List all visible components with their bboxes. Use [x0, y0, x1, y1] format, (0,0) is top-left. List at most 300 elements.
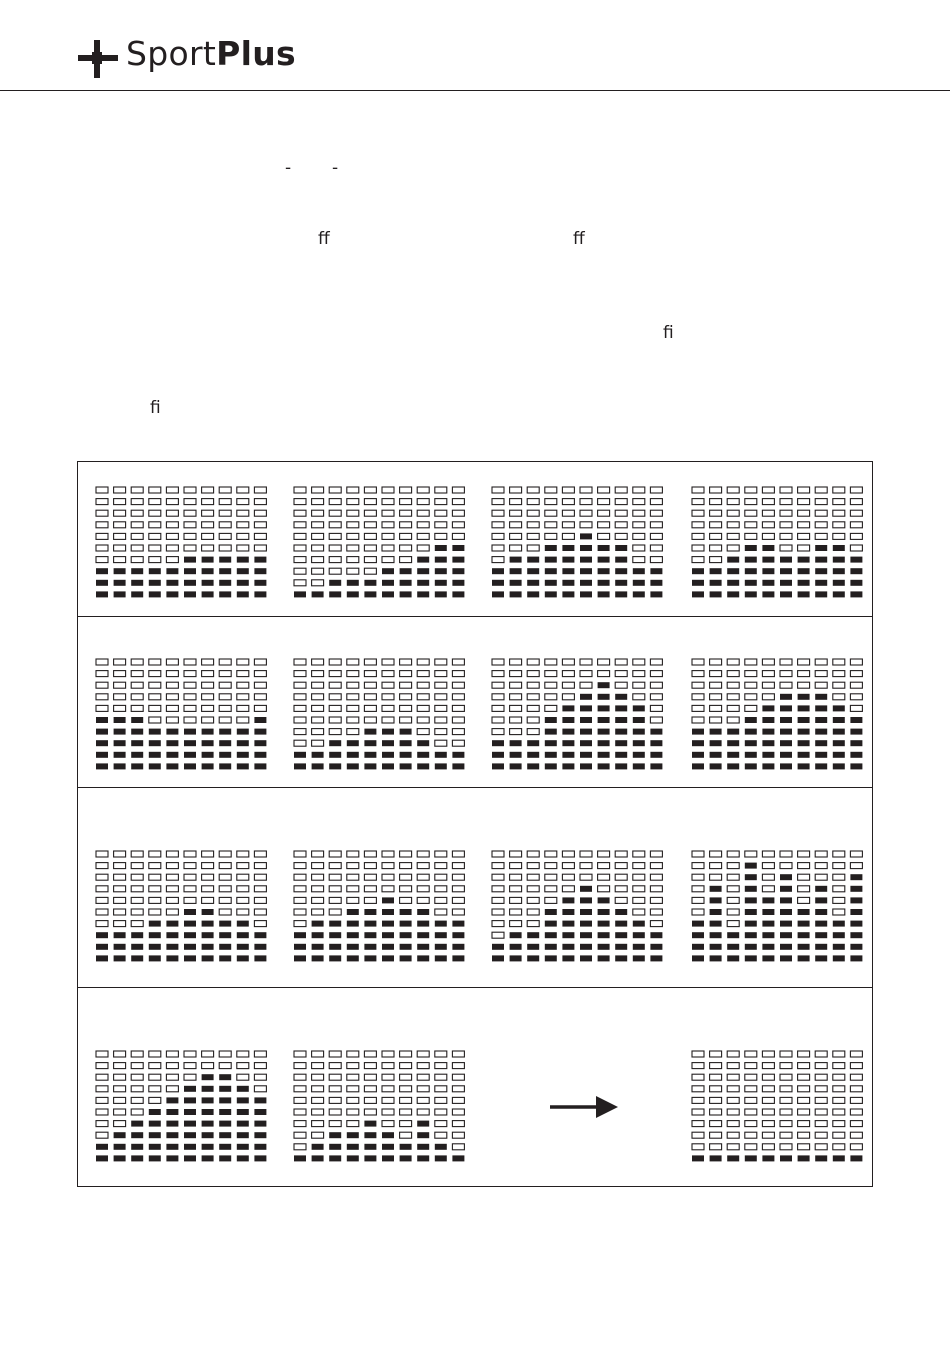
segment-empty [114, 1109, 126, 1115]
segment-empty [615, 885, 627, 891]
segment-filled [692, 579, 704, 585]
segment-filled [545, 763, 557, 769]
segment-filled [382, 932, 394, 938]
segment-filled [96, 740, 108, 746]
segment-filled [633, 568, 645, 574]
segment-filled [254, 1097, 266, 1103]
segment-filled [615, 955, 627, 961]
segment-empty [166, 862, 178, 868]
segment-empty [492, 533, 504, 539]
segment-filled [727, 943, 739, 949]
segment-empty [166, 545, 178, 551]
segment-filled [131, 579, 143, 585]
segment-empty [400, 717, 412, 723]
segment-empty [254, 521, 266, 527]
segment-filled [510, 740, 522, 746]
segment-empty [798, 682, 810, 688]
segment-empty [417, 693, 429, 699]
segment-empty [727, 874, 739, 880]
segment-empty [780, 1120, 792, 1126]
segment-filled [435, 1143, 447, 1149]
segment-empty [96, 545, 108, 551]
segment-filled [815, 728, 827, 734]
segment-empty [382, 1062, 394, 1068]
segment-empty [692, 1062, 704, 1068]
segment-empty [219, 498, 231, 504]
segment-filled [219, 932, 231, 938]
segment-filled [510, 763, 522, 769]
segment-empty [329, 728, 341, 734]
segment-empty [400, 1062, 412, 1068]
segment-filled [452, 920, 464, 926]
segment-empty [347, 728, 359, 734]
segment-filled [580, 920, 592, 926]
segment-empty [633, 909, 645, 915]
segment-filled [580, 693, 592, 699]
segment-filled [562, 932, 574, 938]
segment-empty [692, 556, 704, 562]
segment-empty [452, 717, 464, 723]
segment-empty [633, 670, 645, 676]
segment-empty [417, 510, 429, 516]
segment-empty [184, 533, 196, 539]
segment-filled [850, 591, 862, 597]
segment-empty [294, 874, 306, 880]
segment-empty [400, 533, 412, 539]
segment-empty [452, 693, 464, 699]
segment-empty [364, 705, 376, 711]
segment-filled [745, 568, 757, 574]
segment-empty [633, 851, 645, 857]
segment-filled [219, 943, 231, 949]
profile-graph [293, 850, 466, 963]
segment-empty [382, 717, 394, 723]
segment-empty [417, 670, 429, 676]
segment-empty [96, 851, 108, 857]
segment-empty [219, 885, 231, 891]
segment-filled [598, 943, 610, 949]
segment-empty [294, 659, 306, 665]
segment-empty [762, 1143, 774, 1149]
segment-empty [96, 1062, 108, 1068]
segment-filled [202, 751, 214, 757]
segment-empty [745, 510, 757, 516]
segment-filled [633, 740, 645, 746]
segment-filled [562, 556, 574, 562]
segment-empty [237, 545, 249, 551]
segment-filled [650, 751, 662, 757]
segment-empty [237, 1062, 249, 1068]
segment-filled [329, 591, 341, 597]
segment-empty [850, 670, 862, 676]
segment-empty [400, 556, 412, 562]
segment-empty [254, 897, 266, 903]
segment-empty [510, 728, 522, 734]
segment-empty [149, 1097, 161, 1103]
segment-empty [254, 670, 266, 676]
segment-filled [219, 556, 231, 562]
segment-empty [329, 670, 341, 676]
segment-empty [237, 874, 249, 880]
segment-empty [184, 717, 196, 723]
segment-empty [435, 1062, 447, 1068]
segment-filled [417, 1120, 429, 1126]
segment-empty [131, 885, 143, 891]
segment-filled [166, 1109, 178, 1115]
segment-empty [492, 510, 504, 516]
segment-filled [364, 591, 376, 597]
segment-empty [329, 1120, 341, 1126]
segment-empty [815, 487, 827, 493]
text-fragment: - [332, 158, 339, 178]
segment-filled [510, 955, 522, 961]
segment-filled [562, 955, 574, 961]
segment-filled [329, 751, 341, 757]
segment-filled [219, 1097, 231, 1103]
segment-empty [710, 1097, 722, 1103]
segment-empty [312, 521, 324, 527]
segment-empty [510, 533, 522, 539]
segment-empty [580, 487, 592, 493]
segment-filled [184, 763, 196, 769]
segment-filled [815, 545, 827, 551]
segment-filled [184, 579, 196, 585]
segment-filled [237, 1097, 249, 1103]
segment-filled [294, 751, 306, 757]
segment-filled [184, 955, 196, 961]
segment-empty [364, 498, 376, 504]
segment-empty [780, 545, 792, 551]
segment-empty [492, 693, 504, 699]
segment-filled [745, 885, 757, 891]
segment-empty [114, 693, 126, 699]
segment-empty [727, 1085, 739, 1091]
segment-empty [417, 1062, 429, 1068]
segment-filled [96, 943, 108, 949]
segment-empty [347, 510, 359, 516]
segment-empty [254, 851, 266, 857]
segment-empty [237, 693, 249, 699]
segment-empty [692, 1085, 704, 1091]
segment-empty [435, 659, 447, 665]
segment-filled [650, 740, 662, 746]
segment-filled [347, 763, 359, 769]
segment-empty [237, 659, 249, 665]
segment-filled [329, 955, 341, 961]
segment-empty [710, 717, 722, 723]
segment-filled [710, 579, 722, 585]
segment-filled [294, 943, 306, 949]
segment-empty [294, 909, 306, 915]
segment-filled [545, 751, 557, 757]
segment-empty [780, 670, 792, 676]
segment-filled [580, 763, 592, 769]
segment-filled [562, 751, 574, 757]
segment-filled [184, 943, 196, 949]
segment-filled [96, 717, 108, 723]
segment-empty [254, 510, 266, 516]
segment-filled [633, 751, 645, 757]
segment-empty [710, 1062, 722, 1068]
segment-empty [545, 521, 557, 527]
segment-empty [329, 1109, 341, 1115]
segment-filled [710, 1155, 722, 1161]
segment-filled [219, 568, 231, 574]
segment-empty [347, 659, 359, 665]
segment-filled [762, 751, 774, 757]
segment-empty [850, 1062, 862, 1068]
segment-filled [382, 1132, 394, 1138]
segment-filled [850, 874, 862, 880]
segment-empty [114, 556, 126, 562]
segment-empty [417, 1074, 429, 1080]
segment-empty [527, 659, 539, 665]
segment-filled [633, 591, 645, 597]
segment-empty [492, 862, 504, 868]
segment-filled [184, 1097, 196, 1103]
segment-empty [833, 1062, 845, 1068]
segment-filled [580, 740, 592, 746]
segment-filled [312, 1155, 324, 1161]
segment-empty [312, 568, 324, 574]
segment-filled [562, 579, 574, 585]
segment-filled [202, 740, 214, 746]
segment-filled [580, 717, 592, 723]
segment-empty [114, 670, 126, 676]
segment-empty [149, 521, 161, 527]
segment-empty [633, 556, 645, 562]
segment-empty [815, 851, 827, 857]
segment-empty [202, 670, 214, 676]
segment-empty [745, 1074, 757, 1080]
segment-empty [131, 1109, 143, 1115]
segment-empty [650, 705, 662, 711]
segment-empty [598, 498, 610, 504]
segment-empty [166, 1062, 178, 1068]
segment-empty [237, 897, 249, 903]
segment-filled [798, 705, 810, 711]
segment-empty [798, 885, 810, 891]
segment-empty [96, 659, 108, 665]
segment-filled [400, 751, 412, 757]
segment-empty [452, 510, 464, 516]
segment-filled [382, 740, 394, 746]
profile-graph [691, 486, 864, 599]
segment-empty [329, 1097, 341, 1103]
segment-filled [815, 579, 827, 585]
segment-empty [527, 728, 539, 734]
segment-empty [149, 1085, 161, 1091]
segment-empty [452, 682, 464, 688]
segment-empty [96, 885, 108, 891]
segment-filled [692, 1155, 704, 1161]
segment-filled [382, 943, 394, 949]
segment-filled [762, 705, 774, 711]
segment-empty [452, 728, 464, 734]
segment-filled [364, 763, 376, 769]
segment-empty [131, 1062, 143, 1068]
segment-empty [329, 885, 341, 891]
segment-empty [527, 862, 539, 868]
segment-empty [727, 682, 739, 688]
segment-empty [833, 693, 845, 699]
profile-graph [691, 1050, 864, 1163]
segment-empty [710, 659, 722, 665]
segment-empty [492, 521, 504, 527]
segment-empty [417, 545, 429, 551]
segment-empty [727, 897, 739, 903]
segment-empty [850, 1120, 862, 1126]
segment-filled [166, 763, 178, 769]
segment-empty [382, 1097, 394, 1103]
segment-empty [650, 498, 662, 504]
segment-empty [710, 556, 722, 562]
segment-empty [650, 545, 662, 551]
segment-empty [798, 862, 810, 868]
segment-filled [710, 943, 722, 949]
segment-empty [184, 1062, 196, 1068]
segment-filled [149, 955, 161, 961]
segment-filled [762, 740, 774, 746]
segment-empty [545, 851, 557, 857]
segment-filled [527, 591, 539, 597]
segment-filled [184, 909, 196, 915]
segment-filled [798, 591, 810, 597]
segment-filled [545, 932, 557, 938]
segment-empty [650, 521, 662, 527]
segment-filled [633, 920, 645, 926]
segment-empty [727, 1051, 739, 1057]
segment-empty [237, 862, 249, 868]
segment-filled [329, 763, 341, 769]
segment-filled [347, 955, 359, 961]
segment-empty [166, 510, 178, 516]
segment-empty [798, 487, 810, 493]
segment-empty [382, 1051, 394, 1057]
segment-empty [114, 1074, 126, 1080]
segment-empty [294, 1132, 306, 1138]
segment-empty [527, 545, 539, 551]
segment-empty [254, 1085, 266, 1091]
segment-empty [347, 521, 359, 527]
segment-filled [219, 1143, 231, 1149]
segment-empty [382, 693, 394, 699]
segment-empty [184, 693, 196, 699]
segment-empty [580, 510, 592, 516]
segment-empty [615, 874, 627, 880]
segment-filled [114, 751, 126, 757]
segment-empty [598, 885, 610, 891]
segment-empty [417, 874, 429, 880]
segment-empty [492, 728, 504, 734]
profile-graph [691, 658, 864, 771]
segment-filled [598, 568, 610, 574]
segment-empty [114, 533, 126, 539]
segment-empty [762, 1062, 774, 1068]
segment-filled [131, 943, 143, 949]
segment-filled [202, 1143, 214, 1149]
segment-empty [692, 1143, 704, 1149]
segment-empty [510, 510, 522, 516]
segment-filled [202, 591, 214, 597]
segment-empty [131, 545, 143, 551]
segment-empty [815, 874, 827, 880]
segment-filled [219, 740, 231, 746]
segment-empty [745, 1132, 757, 1138]
segment-empty [202, 487, 214, 493]
segment-empty [527, 521, 539, 527]
segment-empty [762, 1132, 774, 1138]
segment-empty [364, 897, 376, 903]
segment-empty [598, 659, 610, 665]
segment-empty [850, 1109, 862, 1115]
segment-filled [850, 932, 862, 938]
segment-filled [815, 1155, 827, 1161]
segment-empty [745, 659, 757, 665]
segment-empty [96, 705, 108, 711]
segment-filled [417, 955, 429, 961]
segment-filled [131, 1120, 143, 1126]
segment-empty [294, 498, 306, 504]
segment-empty [452, 885, 464, 891]
segment-filled [219, 591, 231, 597]
segment-filled [798, 763, 810, 769]
segment-filled [850, 943, 862, 949]
segment-empty [692, 693, 704, 699]
segment-empty [710, 1143, 722, 1149]
segment-filled [131, 1143, 143, 1149]
segment-empty [562, 682, 574, 688]
segment-empty [294, 885, 306, 891]
segment-filled [833, 751, 845, 757]
segment-filled [149, 1143, 161, 1149]
segment-filled [545, 728, 557, 734]
segment-filled [347, 751, 359, 757]
segment-filled [562, 568, 574, 574]
segment-empty [219, 909, 231, 915]
segment-filled [615, 920, 627, 926]
segment-empty [237, 909, 249, 915]
segment-empty [580, 874, 592, 880]
segment-empty [745, 1062, 757, 1068]
segment-empty [202, 545, 214, 551]
segment-empty [780, 682, 792, 688]
segment-empty [833, 1143, 845, 1149]
segment-empty [254, 533, 266, 539]
segment-empty [202, 717, 214, 723]
segment-empty [527, 851, 539, 857]
segment-filled [615, 717, 627, 723]
segment-empty [382, 874, 394, 880]
segment-empty [580, 670, 592, 676]
segment-filled [347, 591, 359, 597]
segment-empty [798, 1132, 810, 1138]
segment-empty [710, 874, 722, 880]
segment-empty [417, 659, 429, 665]
segment-empty [184, 498, 196, 504]
segment-empty [400, 885, 412, 891]
segment-empty [329, 693, 341, 699]
segment-empty [131, 862, 143, 868]
segment-filled [184, 740, 196, 746]
segment-empty [237, 705, 249, 711]
segment-empty [692, 498, 704, 504]
segment-empty [815, 498, 827, 504]
segment-filled [184, 556, 196, 562]
segment-empty [798, 1097, 810, 1103]
segment-empty [745, 1051, 757, 1057]
segment-empty [762, 1074, 774, 1080]
